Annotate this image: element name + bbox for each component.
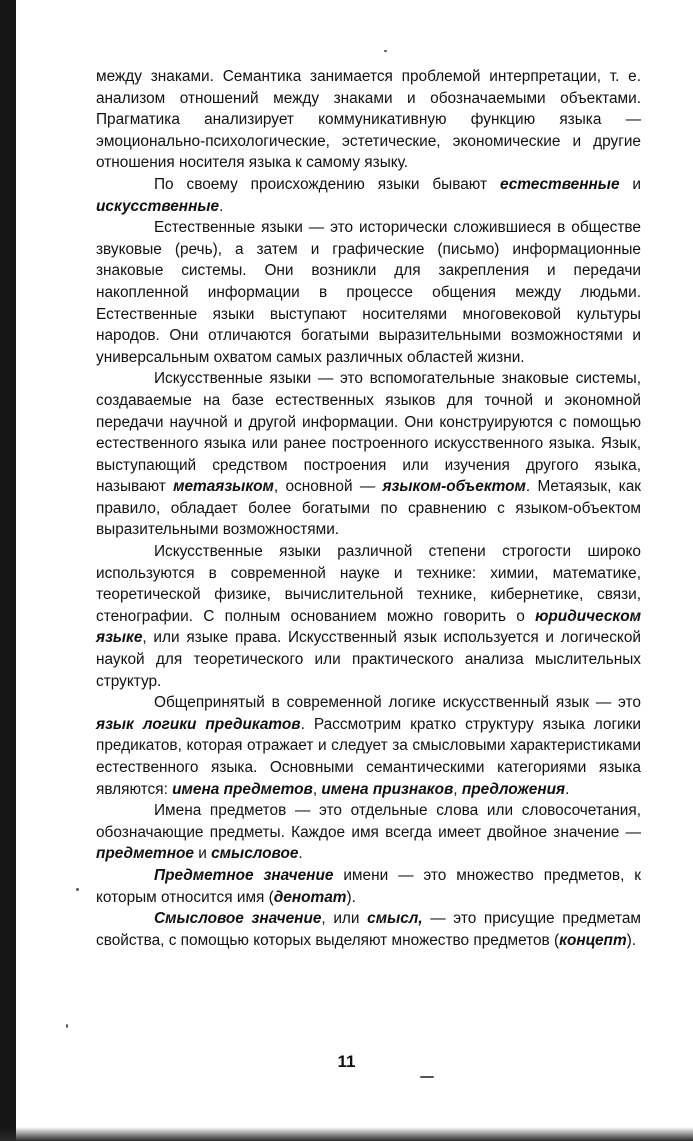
text-run: языки — это исторически сложившиеся в обществе звуковые (речь), а затем и графические (письмо) информационные знаковые системы. Они возникли для закрепления и передачи накопленной информации в процессе общения между людьми. Естественные языки выступают носителями многовековой культуры народов. Они отличаются богатыми выразительными возможностями и универсальным охватом самых различных областей жизни. — [96, 219, 641, 366]
text-run: и — [193, 845, 212, 863]
scan-speck — [76, 888, 79, 891]
text-run: . Метаязык, как правило, обладает более богатыми по сравнению с языком-объектом выразительными возможностями. — [96, 478, 641, 539]
term-bold: Естественные — [154, 219, 256, 237]
term-emphasis: Смысловое значение — [154, 910, 322, 928]
text-run: ). — [626, 931, 637, 949]
scan-bottom-edge — [0, 1127, 693, 1141]
text-run: . — [219, 197, 224, 215]
term-emphasis: юридическом языке — [96, 607, 641, 647]
paragraph — [96, 800, 641, 865]
text-run: ). — [346, 888, 356, 906]
term-emphasis: искусственные — [96, 197, 220, 215]
term-emphasis: имена предметов — [172, 780, 313, 798]
term-bold: Искусственные — [154, 370, 263, 388]
text-run: , или языке права. Искусственный язык используется и логической наукой для теоретического или практического анализа мыслительных структур. — [96, 629, 641, 690]
text-run: — это присущие предметам свойства, с помощью которых выделяют множество предметов ( — [96, 910, 641, 949]
term-emphasis: смысловое — [211, 845, 299, 863]
term-bold: Имена предметов — [154, 802, 287, 820]
term-emphasis: денотат — [273, 888, 347, 906]
term-emphasis: Предметное значение — [154, 866, 334, 884]
scan-speck — [384, 50, 387, 52]
term-bold: Прагматика — [96, 111, 180, 129]
text-run: , или — [321, 910, 368, 928]
paragraph — [96, 692, 641, 800]
term-emphasis: языком-объектом — [382, 478, 526, 496]
scan-speck — [66, 1024, 68, 1028]
term-emphasis: предметное — [96, 845, 194, 863]
text-run: . — [298, 845, 303, 863]
text-run: анализирует коммуникативную функцию языка — эмоционально-психологические, эстетические, экономические и другие отношения носителя языка к самому языку. — [96, 111, 641, 172]
scan-left-edge — [0, 0, 16, 1141]
text-run: занимается проблемой интерпретации, т. е. анализом отношений между знаками и обозначаемыми объектами. — [96, 68, 641, 107]
page-text — [96, 66, 641, 951]
paragraph — [96, 368, 641, 541]
text-run: языки — это вспомогательные знаковые системы, создаваемые на базе естественных языков для точной и экономной передачи научной и другой информации. Они конструируются с помощью естественного языка или ранее построенного искусственного языка. Язык, выступающий средством построения или изучения другого языка, называют — [96, 370, 641, 496]
paragraph — [96, 66, 641, 174]
text-run: , — [312, 780, 322, 798]
paragraph — [96, 865, 641, 908]
page-number: 11 — [337, 1052, 356, 1071]
paragraph — [96, 541, 641, 692]
text-run: , основной — — [273, 478, 383, 496]
text-run: . — [565, 780, 570, 798]
term-emphasis: естественные — [499, 175, 620, 193]
paragraph — [96, 908, 641, 951]
text-run: , — [453, 780, 462, 798]
text-run: . Рассмотрим кратко структуру языка логики предикатов, которая отражает и следует за смысловыми характеристиками естественного языка. Основными семантическими категориями языка являются: — [96, 715, 641, 798]
text-run: имени — это множество предметов, к которым относится имя ( — [96, 866, 641, 906]
text-run: — это отдельные слова или словосочетания, обозначающие предметы. Каждое имя всегда имеет двойное значение — — [96, 802, 641, 841]
text-run: Общепринятый в современной логике искусственный язык — это — [154, 694, 641, 712]
paragraph — [96, 174, 641, 217]
term-bold: Семантика — [222, 68, 302, 85]
paragraph — [96, 217, 641, 368]
text-run: между знаками. — [96, 68, 223, 85]
scan-speck — [420, 1076, 434, 1078]
text-run: и — [619, 175, 642, 193]
term-emphasis: концепт — [559, 931, 627, 949]
term-emphasis: смысл, — [367, 910, 423, 928]
term-emphasis: предложения — [461, 780, 566, 798]
text-run: Искусственные языки различной степени строгости широко используются в современной науке и технике: химии, математике, теоретической физике, вычислительной технике, кибернетике, связи, стенографии. С полным основанием можно говорить о — [96, 543, 641, 625]
term-emphasis: метаязыком — [173, 478, 274, 496]
text-run: По своему происхождению языки бывают — [154, 175, 500, 193]
term-emphasis: имена признаков — [321, 780, 454, 798]
term-emphasis: язык логики предикатов — [96, 715, 301, 733]
